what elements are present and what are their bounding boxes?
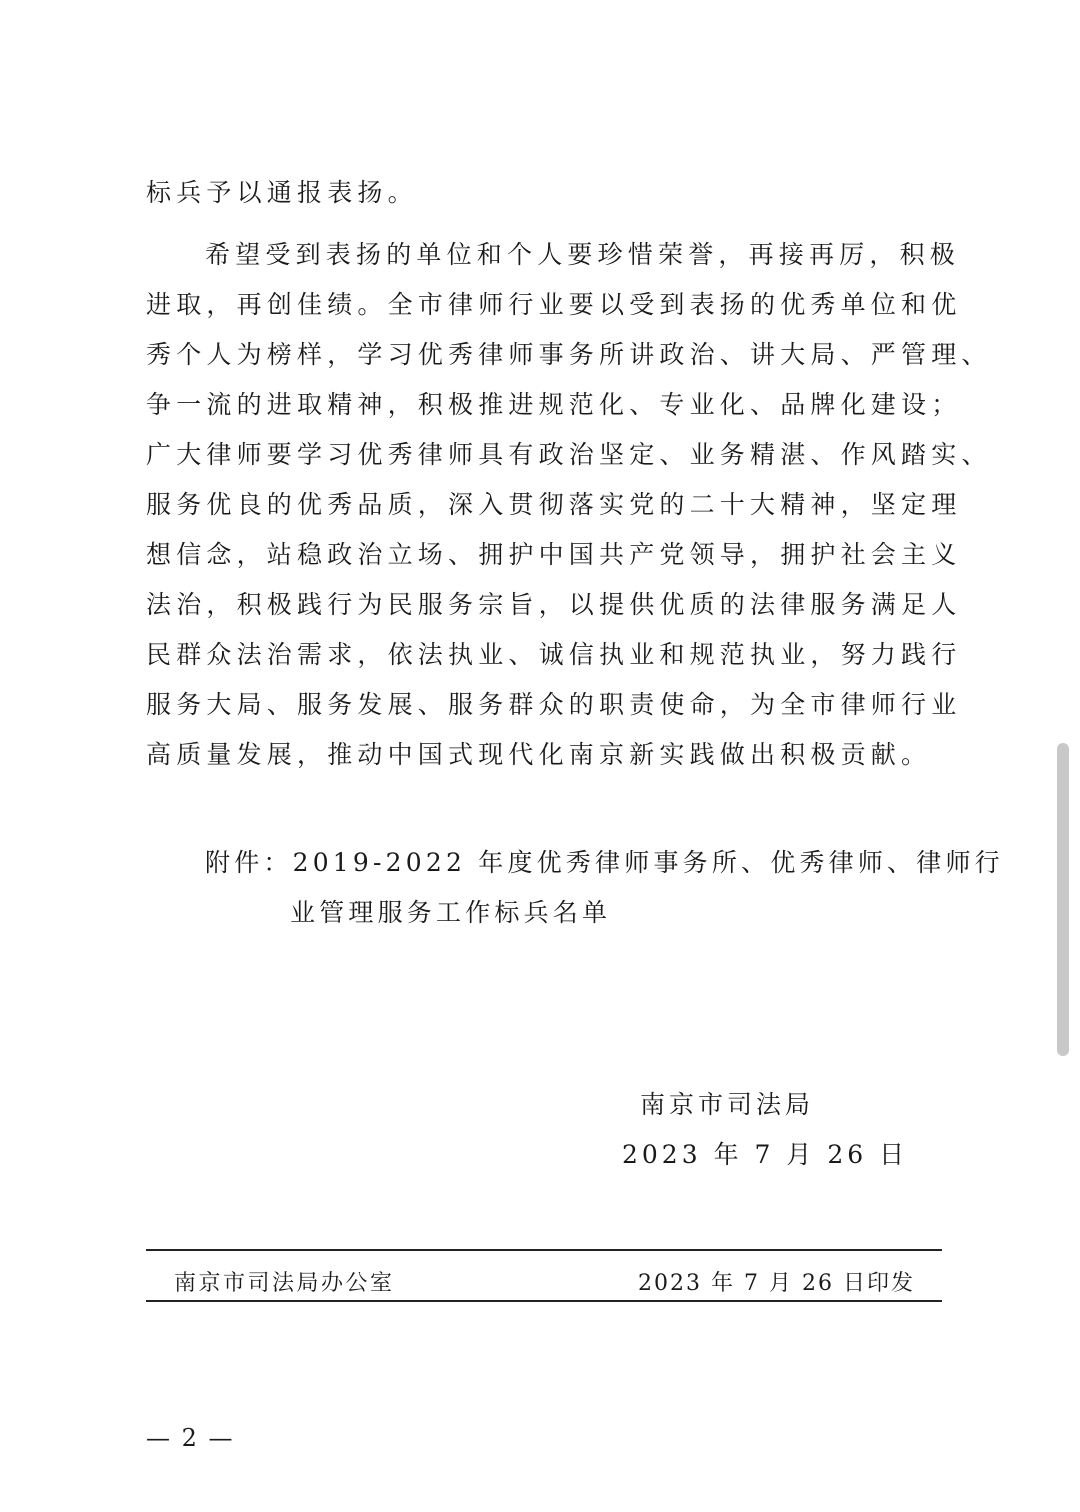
paragraph-line: 广大律师要学习优秀律师具有政治坚定、业务精湛、作风踏实、: [146, 440, 992, 469]
paragraph-line: 想信念，站稳政治立场、拥护中国共产党领导，拥护社会主义: [146, 540, 962, 569]
paragraph-line: 民群众法治需求，依法执业、诚信执业和规范执业，努力践行: [146, 640, 962, 669]
page-number: — 2 —: [146, 1424, 235, 1452]
paragraph-line: 高质量发展，推动中国式现代化南京新实践做出积极贡献。: [146, 740, 932, 769]
paragraph-line: 标兵予以通报表扬。: [146, 178, 418, 207]
paragraph-line: 秀个人为榜样，学习优秀律师事务所讲政治、讲大局、严管理、: [146, 340, 992, 369]
signature-date: 2023 年 7 月 26 日: [622, 1140, 909, 1169]
paragraph-line: 法治，积极践行为民服务宗旨，以提供优质的法律服务满足人: [146, 590, 962, 619]
paragraph-line: 希望受到表扬的单位和个人要珍惜荣誉，再接再厉，积极: [205, 240, 961, 269]
paragraph-line: 进取，再创佳绩。全市律师行业要以受到表扬的优秀单位和优: [146, 290, 962, 319]
attachment-line: 附件：2019-2022 年度优秀律师事务所、优秀律师、律师行: [205, 848, 1004, 877]
paragraph-line: 争一流的进取精神，积极推进规范化、专业化、品牌化建设；: [146, 390, 962, 419]
footer-bottom-rule: [146, 1300, 942, 1302]
footer-issue-date: 2023 年 7 月 26 日印发: [638, 1271, 915, 1296]
footer-top-rule: [146, 1249, 942, 1251]
attachment-line: 业管理服务工作标兵名单: [290, 898, 612, 927]
footer-issuer: 南京市司法局办公室: [174, 1271, 395, 1296]
paragraph-line: 服务大局、服务发展、服务群众的职责使命，为全市律师行业: [146, 690, 962, 719]
vertical-scrollbar[interactable]: [1057, 743, 1069, 1056]
signature-organization: 南京市司法局: [640, 1090, 815, 1119]
paragraph-line: 服务优良的优秀品质，深入贯彻落实党的二十大精神，坚定理: [146, 490, 962, 519]
